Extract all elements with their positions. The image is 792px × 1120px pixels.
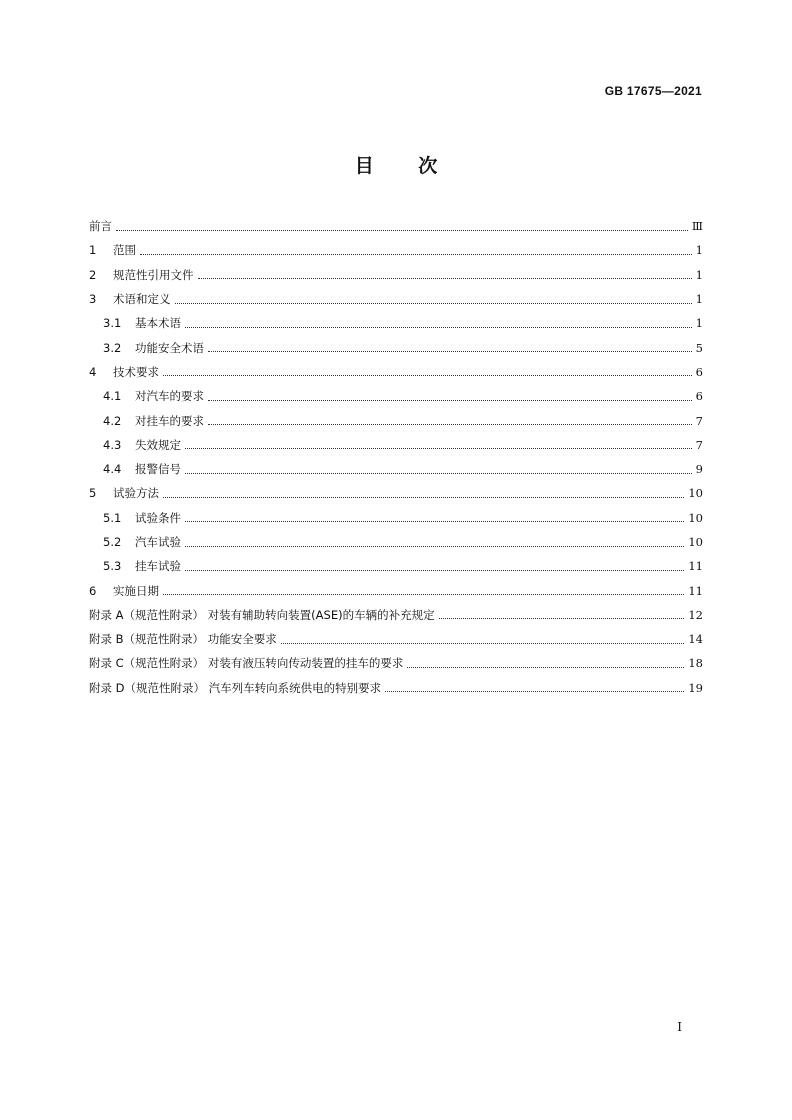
toc-entry[interactable] — [89, 530, 703, 554]
toc-entry-page: 5 — [695, 340, 703, 355]
toc-entry-page: 12 — [688, 607, 703, 622]
page-title: 目 次 — [354, 155, 438, 177]
toc-entry-page: 7 — [695, 413, 703, 428]
toc-entry[interactable] — [89, 676, 703, 700]
toc-entry-number: 4.2 — [103, 413, 122, 428]
table-of-contents — [89, 214, 703, 700]
dot-leader — [163, 582, 684, 595]
toc-entry-number: 3.1 — [103, 316, 122, 331]
dot-leader — [116, 218, 688, 231]
page-number: Ⅰ — [677, 1020, 682, 1034]
toc-entry-title: 前言 — [89, 219, 112, 234]
toc-entry-page: 6 — [695, 364, 703, 379]
dot-leader — [163, 485, 684, 498]
toc-entry-title: 附录 A（规范性附录） 对装有辅助转向装置(ASE)的车辆的补充规定 — [89, 607, 435, 622]
toc-entry-number: 6 — [89, 583, 97, 598]
toc-entry-number: 4.3 — [103, 437, 122, 452]
toc-entry-title: 失效规定 — [135, 437, 181, 452]
toc-entry[interactable] — [89, 554, 703, 578]
toc-entry-page: 18 — [688, 656, 703, 671]
toc-entry-number: 5.2 — [103, 535, 122, 549]
toc-entry-title: 对汽车的要求 — [135, 389, 204, 404]
toc-entry[interactable] — [89, 481, 703, 505]
dot-leader — [185, 509, 684, 522]
dot-leader — [208, 388, 692, 401]
toc-entry-page: 11 — [688, 583, 703, 598]
toc-entry-page: 10 — [688, 535, 703, 549]
toc-entry-title: 试验条件 — [135, 510, 181, 525]
toc-entry-page: Ⅲ — [691, 219, 703, 234]
toc-entry-page: 1 — [695, 316, 703, 331]
toc-entry-title: 范围 — [113, 243, 136, 258]
toc-entry-page: 1 — [695, 267, 703, 282]
toc-entry[interactable] — [89, 651, 703, 675]
toc-entry-number: 3 — [89, 292, 97, 307]
dot-leader — [175, 291, 692, 304]
dot-leader — [198, 266, 692, 279]
toc-entry-page: 9 — [695, 462, 703, 477]
toc-entry-number: 1 — [89, 243, 97, 258]
toc-entry-number: 4.1 — [103, 389, 122, 404]
toc-entry[interactable] — [89, 263, 703, 287]
toc-entry-page: 14 — [688, 632, 703, 647]
toc-entry[interactable] — [89, 433, 703, 457]
toc-entry[interactable] — [89, 408, 703, 432]
dot-leader — [208, 339, 692, 352]
toc-entry-title: 附录 C（规范性附录） 对装有液压转向传动装置的挂车的要求 — [89, 656, 404, 671]
dot-leader — [185, 558, 684, 571]
dot-leader — [185, 436, 692, 449]
toc-entry-number: 2 — [89, 267, 97, 282]
toc-entry[interactable] — [89, 506, 703, 530]
toc-entry-number: 4.4 — [103, 462, 122, 477]
toc-entry-number: 5 — [89, 486, 97, 501]
dot-leader — [185, 315, 692, 328]
dot-leader — [385, 679, 684, 692]
toc-entry[interactable] — [89, 603, 703, 627]
toc-entry-page: 6 — [695, 389, 703, 404]
toc-entry[interactable] — [89, 578, 703, 602]
toc-entry[interactable] — [89, 311, 703, 335]
toc-entry-title: 汽车试验 — [135, 535, 181, 549]
dot-leader — [439, 606, 685, 619]
dot-leader — [407, 655, 684, 668]
dot-leader — [185, 461, 692, 474]
toc-entry-title: 挂车试验 — [135, 559, 181, 574]
toc-entry-title: 附录 B（规范性附录） 功能安全要求 — [89, 632, 277, 647]
toc-entry-title: 规范性引用文件 — [113, 267, 194, 282]
toc-entry-title: 报警信号 — [135, 462, 181, 477]
dot-leader — [185, 534, 684, 547]
toc-entry-title: 功能安全术语 — [135, 340, 204, 355]
toc-entry[interactable] — [89, 335, 703, 359]
toc-entry-page: 1 — [695, 292, 703, 307]
toc-entry[interactable] — [89, 457, 703, 481]
toc-entry-title: 基本术语 — [135, 316, 181, 331]
toc-entry-page: 1 — [695, 243, 703, 258]
toc-entry[interactable] — [89, 238, 703, 262]
toc-entry-page: 7 — [695, 437, 703, 452]
dot-leader — [140, 242, 692, 255]
dot-leader — [163, 363, 692, 376]
toc-entry[interactable] — [89, 627, 703, 651]
toc-entry-title: 对挂车的要求 — [135, 413, 204, 428]
toc-entry[interactable] — [89, 360, 703, 384]
toc-entry-page: 10 — [688, 486, 703, 501]
toc-entry-number: 4 — [89, 364, 97, 379]
dot-leader — [281, 631, 685, 644]
toc-entry[interactable] — [89, 384, 703, 408]
toc-entry-number: 5.1 — [103, 510, 122, 525]
toc-entry-page: 10 — [688, 510, 703, 525]
toc-entry-page: 19 — [688, 680, 703, 695]
toc-entry-title: 试验方法 — [113, 486, 159, 501]
toc-entry-page: 11 — [688, 559, 703, 574]
toc-entry-number: 3.2 — [103, 340, 122, 355]
toc-entry-title: 附录 D（规范性附录） 汽车列车转向系统供电的特别要求 — [89, 680, 382, 695]
toc-entry[interactable] — [89, 214, 703, 238]
toc-entry-number: 5.3 — [103, 559, 122, 574]
toc-entry-title: 技术要求 — [113, 364, 159, 379]
toc-entry-title: 实施日期 — [113, 583, 159, 598]
standard-number: GB 17675—2021 — [604, 84, 702, 98]
toc-entry-title: 术语和定义 — [113, 292, 171, 307]
toc-entry[interactable] — [89, 287, 703, 311]
dot-leader — [208, 412, 692, 425]
